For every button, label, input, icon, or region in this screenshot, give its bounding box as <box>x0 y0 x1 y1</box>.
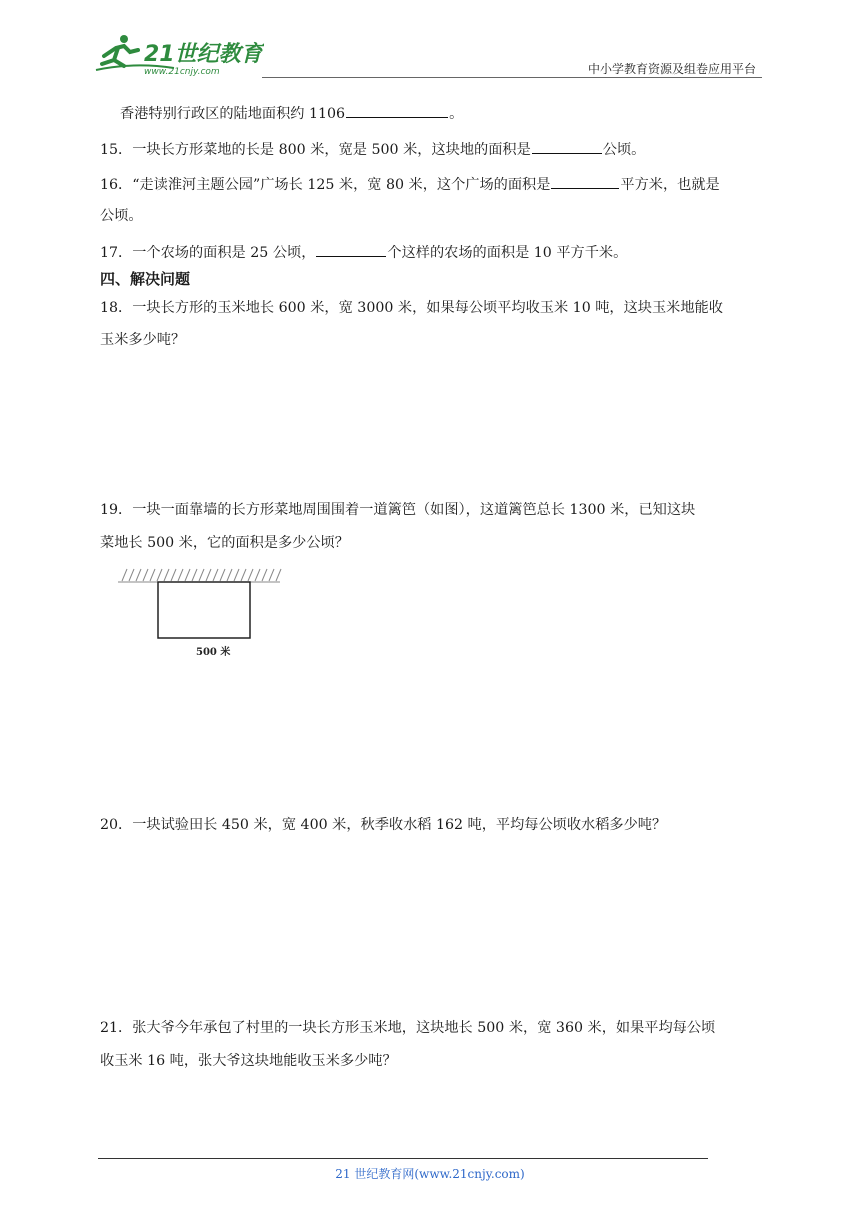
q16-mid: 平方米，也就是 <box>620 177 720 193</box>
site-logo[interactable] <box>94 34 264 78</box>
fence-diagram <box>118 564 288 660</box>
q15-text: 15．一块长方形菜地的长是 800 米，宽是 500 米，这块地的面积是 <box>100 142 531 158</box>
page-header <box>0 0 860 82</box>
section-title: 四、解决问题 <box>100 270 191 288</box>
q17-end: 个这样的农场的面积是 10 平方千米。 <box>387 245 628 261</box>
question-18-line2: 玉米多少吨？ <box>100 332 186 348</box>
footer-divider <box>98 1158 708 1159</box>
runner-logo-icon <box>94 34 264 78</box>
question-21-line2: 收玉米 16 吨，张大爷这块地能收玉米多少吨？ <box>100 1053 397 1069</box>
q14-text: 香港特别行政区的陆地面积约 1106 <box>120 106 346 122</box>
platform-name: 中小学教育资源及组卷应用平台 <box>587 62 756 76</box>
question-15 <box>100 139 645 160</box>
question-21-line1: 21．张大爷今年承包了村里的一块长方形玉米地，这块地长 500 米，宽 360 米，如果平均每公顷 <box>100 1020 716 1036</box>
question-19-line2: 菜地长 500 米，它的面积是多少公顷？ <box>100 535 349 551</box>
question-18-line1: 18．一块长方形的玉米地长 600 米，宽 3000 米，如果每公顷平均收玉米 10 吨，这块玉米地能收 <box>100 300 723 316</box>
q16-blank-1[interactable] <box>551 174 619 189</box>
question-19-line1: 19．一块一面靠墙的长方形菜地周围围着一道篱笆（如图），这道篱笆总长 1300 米，已知这块 <box>100 502 696 518</box>
q17-text: 17．一个农场的面积是 25 公顷， <box>100 245 316 261</box>
q14-blank[interactable] <box>346 103 448 118</box>
q16-end: 公顷。 <box>100 208 143 224</box>
footer-link[interactable]: 21 世纪教育网(www.21cnjy.com) <box>335 1167 525 1181</box>
q17-blank[interactable] <box>316 242 386 257</box>
header-divider <box>262 77 762 78</box>
q15-end: 公顷。 <box>602 142 646 158</box>
logo-text: 21世纪教育 <box>144 42 263 67</box>
logo-url: www.21cnjy.com <box>144 67 220 77</box>
figure-length-label: 500 米 <box>196 647 231 658</box>
q16-text: 16．“走读淮河主题公园”广场长 125 米，宽 80 米，这个广场的面积是 <box>100 177 551 193</box>
question-16 <box>100 174 720 195</box>
q15-blank[interactable] <box>532 139 602 154</box>
question-14-tail <box>120 103 463 124</box>
question-17 <box>100 242 627 263</box>
question-20-line1: 20．一块试验田长 450 米，宽 400 米，秋季收水稻 162 吨，平均每公顷收水稻多少吨？ <box>100 817 667 833</box>
question-16-line2 <box>100 206 143 226</box>
q14-end: 。 <box>449 106 464 122</box>
